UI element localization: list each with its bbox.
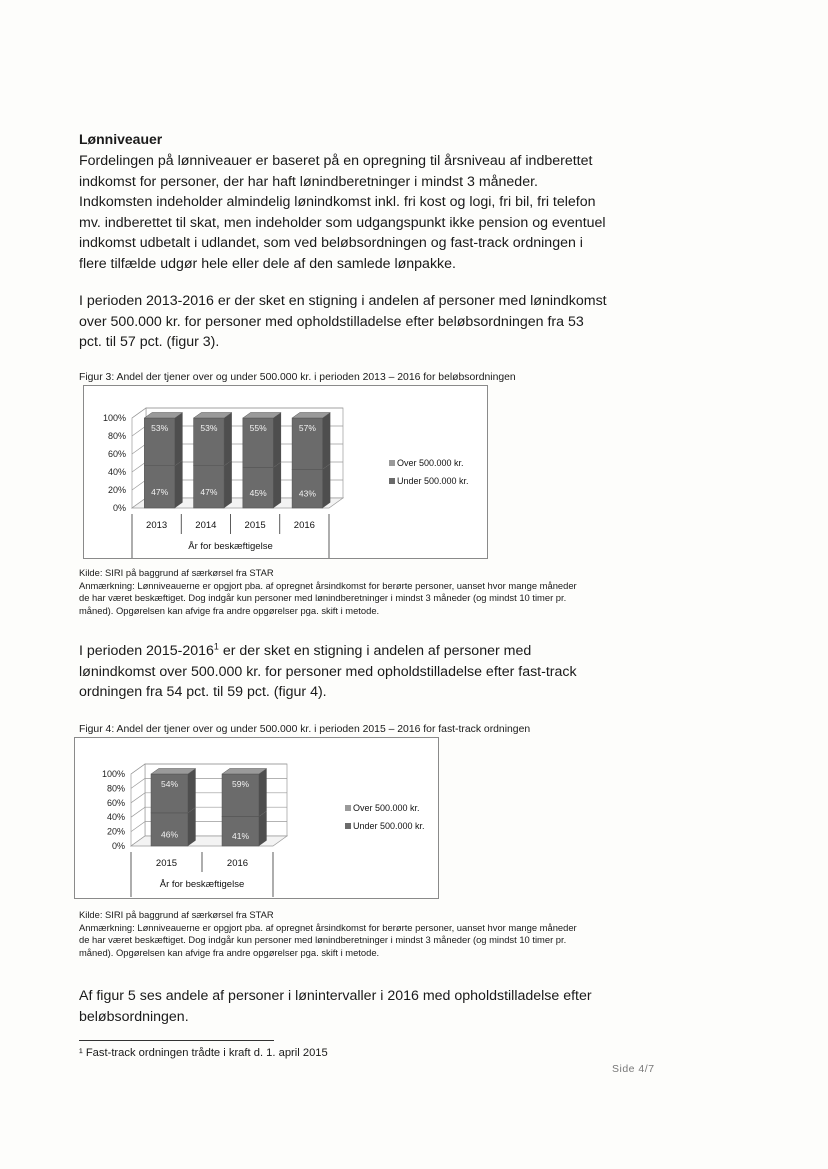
bar-under-500k-side bbox=[188, 807, 196, 846]
x-category-label: 2015 bbox=[155, 858, 178, 869]
data-label-over: 57% bbox=[298, 423, 316, 433]
x-category-label: 2016 bbox=[226, 858, 249, 869]
data-label-under: 47% bbox=[151, 486, 169, 497]
bar-top-face bbox=[222, 769, 267, 775]
data-label-over: 53% bbox=[151, 423, 169, 433]
data-label-under: 45% bbox=[249, 487, 267, 498]
bar-over-500k-side bbox=[259, 769, 267, 817]
paragraph-text bbox=[79, 641, 609, 703]
paragraph-text: Af figur 5 ses andele af personer i lønintervaller i 2016 med opholdstilladelse efter beløbsordningen. bbox=[79, 988, 592, 1025]
figure-3-caption: Figur 3: Andel der tjener over og under 500.000 kr. i perioden 2013 – 2016 for beløbsordningen bbox=[79, 372, 516, 383]
source-note: Kilde: SIRI på baggrund af særkørsel fra STAR bbox=[79, 567, 274, 578]
y-tick-label: 0% bbox=[112, 503, 126, 513]
y-tick-label: 40% bbox=[107, 467, 126, 477]
paragraph-fig4-intro bbox=[79, 641, 609, 703]
figure-3-chart bbox=[83, 385, 488, 559]
paragraph-fig5-intro bbox=[79, 986, 609, 1027]
data-label-under: 43% bbox=[298, 488, 316, 499]
x-axis-title: År for beskæftigelse bbox=[188, 541, 273, 552]
legend-label: Under 500.000 kr. bbox=[353, 821, 425, 831]
paragraph-text: I perioden 2013-2016 er der sket en stigning i andelen af personer med lønindkomst over 500.000 kr. for personer med opholdstilladelse efter beløbsordningen fra 53 pct. til 57 pct. (figur 3). bbox=[79, 293, 607, 350]
y-tick-label: 100% bbox=[101, 769, 125, 779]
section-heading: Lønniveauer bbox=[79, 131, 163, 147]
bar-top-face bbox=[151, 769, 196, 775]
bar-over-500k-side bbox=[188, 769, 196, 813]
bar-over-500k-side bbox=[323, 413, 331, 470]
bar-over-500k-side bbox=[273, 413, 281, 468]
y-tick-label: 80% bbox=[107, 431, 126, 441]
y-tick-label: 60% bbox=[107, 449, 126, 459]
legend-label: Over 500.000 kr. bbox=[353, 803, 420, 813]
footnote-ref[interactable]: 1 bbox=[213, 641, 219, 652]
paragraph-fig3-intro bbox=[79, 291, 609, 353]
legend-swatch bbox=[389, 478, 395, 484]
bar-under-500k-side bbox=[175, 460, 183, 508]
source-note: Kilde: SIRI på baggrund af særkørsel fra STAR bbox=[79, 909, 274, 920]
figure-3-notes bbox=[79, 567, 589, 617]
data-label-under: 47% bbox=[200, 486, 218, 497]
y-tick-label: 80% bbox=[106, 783, 125, 794]
data-label-over: 53% bbox=[200, 423, 218, 433]
x-category-label: 2015 bbox=[244, 520, 266, 531]
footnote-1: ¹ Fast-track ordningen trådte i kraft d. 1. april 2015 bbox=[79, 1047, 328, 1059]
bar-under-500k-side bbox=[224, 460, 232, 508]
bar-under-500k-side bbox=[323, 464, 331, 508]
data-label-under: 41% bbox=[231, 831, 250, 842]
y-tick-label: 40% bbox=[106, 812, 125, 823]
legend-swatch bbox=[389, 460, 395, 466]
bar-over-500k-side bbox=[224, 413, 232, 466]
legend-label: Under 500.000 kr. bbox=[397, 476, 469, 486]
remark-note: Anmærkning: Lønniveauerne er opgjort pba. af opregnet årsindkomst for berørte personer, uanset hvor mange måneder de har været beskæftiget. Dog indgår kun personer med lønindberetninger i mindst 3 måneder (og mindst 10 timer pr. måned). Opgørelsen kan afvige fra andre opgørelser pga. skift i metode. bbox=[79, 579, 577, 616]
legend-swatch bbox=[345, 805, 351, 811]
y-tick-label: 100% bbox=[102, 413, 126, 423]
legend-label: Over 500.000 kr. bbox=[397, 458, 464, 468]
legend-swatch bbox=[345, 823, 351, 829]
data-label-over: 54% bbox=[160, 779, 179, 789]
x-category-label: 2014 bbox=[195, 520, 217, 531]
paragraph-text: Fordelingen på lønniveauer er baseret på en opregning til årsniveau af indberettet indkomst for personer, der har haft lønindberetninger i mindst 3 måneder. Indkomsten indeholder almindelig lønindkomst inkl. fri kost og logi, fri bil, fri telefon mv. indberettet til skat, men indeholder som udgangspunkt ikke pension og eventuel indkomst udbetalt i udlandet, som ved beløbsordningen og fast-track ordningen i flere tilfælde udgør hele eller dele af den samlede lønpakke. bbox=[79, 153, 606, 272]
figure-4-svg bbox=[75, 738, 438, 898]
remark-note: Anmærkning: Lønniveauerne er opgjort pba. af opregnet årsindkomst for berørte personer, uanset hvor mange måneder de har været beskæftiget. Dog indgår kun personer med lønindberetninger i mindst 3 måneder (og mindst 10 timer pr. måned). Opgørelsen kan afvige fra andre opgørelser pga. skift i metode. bbox=[79, 921, 577, 958]
figure-4-caption: Figur 4: Andel der tjener over og under 500.000 kr. i perioden 2015 – 2016 for fast-track ordningen bbox=[79, 724, 531, 735]
figure-3-svg bbox=[84, 386, 487, 558]
y-tick-label: 20% bbox=[106, 826, 125, 837]
paragraph-income-definition bbox=[79, 151, 609, 274]
page-number: Side 4/7 bbox=[612, 1063, 655, 1075]
figure-4-notes bbox=[79, 909, 589, 959]
bar-under-500k-side bbox=[273, 462, 281, 508]
x-category-label: 2016 bbox=[293, 520, 315, 531]
footnote-divider bbox=[79, 1040, 274, 1041]
y-tick-label: 0% bbox=[111, 841, 125, 851]
chart-side-wall bbox=[131, 764, 145, 846]
y-tick-label: 60% bbox=[106, 797, 125, 808]
data-label-over: 55% bbox=[249, 423, 267, 433]
x-axis-title: År for beskæftigelse bbox=[159, 879, 245, 890]
data-label-under: 46% bbox=[160, 829, 179, 840]
bar-under-500k-side bbox=[259, 811, 267, 846]
data-label-over: 59% bbox=[231, 779, 250, 789]
figure-4-chart bbox=[74, 737, 439, 899]
bar-over-500k-side bbox=[175, 413, 183, 466]
paragraph-text-end: er der sket en stigning i andelen af personer med lønindkomst over 500.000 kr. for personer med opholdstilladelse efter fast-track ordningen fra 54 pct. til 59 pct. (figur 4). bbox=[79, 643, 577, 700]
paragraph-text-start: I perioden 2015-2016 bbox=[79, 643, 214, 659]
chart-side-wall bbox=[132, 408, 146, 508]
x-category-label: 2013 bbox=[146, 520, 168, 531]
y-tick-label: 20% bbox=[107, 485, 126, 495]
